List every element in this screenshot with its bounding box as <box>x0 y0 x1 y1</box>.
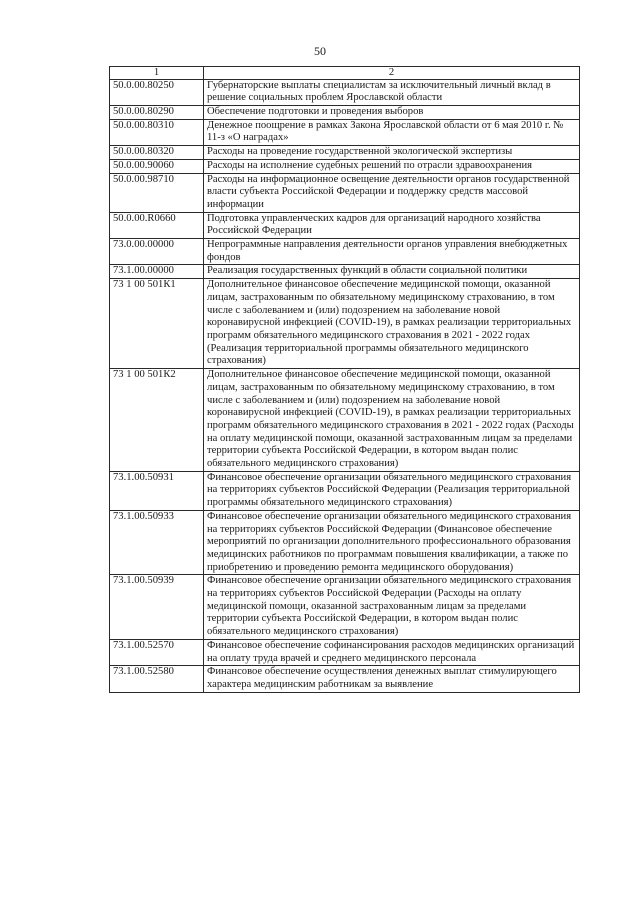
row-name: Подготовка управленческих кадров для организаций народного хозяйства Российской Федерации <box>204 212 580 238</box>
row-code: 73.1.00.52580 <box>110 666 204 692</box>
row-code: 50.0.00.80310 <box>110 119 204 145</box>
row-code: 50.0.00.90060 <box>110 159 204 173</box>
row-name: Дополнительное финансовое обеспечение медицинской помощи, оказанной лицам, застрахованным по обязательному медицинскому страхованию, в том числе с заболеванием и (или) подозрением на заболевание новой коронавирусной инфекцией (COVID-19), в рамках реализации территориальных программ обязательного медицинского страхования в 2021 - 2022 годах (Расходы на оплату медицинской помощи, оказанной застрахованным лицам за пределами территории субъекта Российской Федерации, в котором выдан полис обязательного медицинского страхования) <box>204 369 580 472</box>
column-header-code: 1 <box>110 67 204 80</box>
table-header-row <box>110 67 580 80</box>
row-code: 73.1.00.52570 <box>110 639 204 665</box>
table-row <box>110 173 580 212</box>
row-name: Финансовое обеспечение организации обязательного медицинского страхования на территориях субъектов Российской Федерации (Финансовое обеспечение мероприятий по организации дополнительного профессионального образования медицинских работников по программам повышения квалификации, а также по приобретению и проведению ремонта медицинского оборудования) <box>204 510 580 575</box>
row-name: Дополнительное финансовое обеспечение медицинской помощи, оказанной лицам, застрахованным по обязательному медицинскому страхованию, в том числе с заболеванием и (или) подозрением на заболевание новой коронавирусной инфекцией (COVID-19), в рамках реализации территориальных программ обязательного медицинского страхования в 2021 - 2022 годах (Реализация территориальной программы обязательного медицинского страхования) <box>204 279 580 369</box>
row-code: 50.0.00.80250 <box>110 79 204 105</box>
row-name: Финансовое обеспечение организации обязательного медицинского страхования на территориях субъектов Российской Федерации (Реализация территориальной программы обязательного медицинского страхования) <box>204 471 580 510</box>
table-row <box>110 79 580 105</box>
row-code: 73.1.00.50931 <box>110 471 204 510</box>
row-code: 73.1.00.50939 <box>110 575 204 640</box>
table-row <box>110 510 580 575</box>
table-row <box>110 146 580 160</box>
row-name: Финансовое обеспечение осуществления денежных выплат стимулирующего характера медицинским работникам за выявление <box>204 666 580 692</box>
table-row <box>110 666 580 692</box>
table-row <box>110 575 580 640</box>
row-name: Расходы на проведение государственной экологической экспертизы <box>204 146 580 160</box>
row-code: 73 1 00 501К1 <box>110 279 204 369</box>
row-name: Финансовое обеспечение софинансирования расходов медицинских организаций на оплату труда врачей и среднего медицинского персонала <box>204 639 580 665</box>
table-row <box>110 279 580 369</box>
row-name: Реализация государственных функций в области социальной политики <box>204 265 580 279</box>
table-row <box>110 212 580 238</box>
row-code: 50.0.00.80290 <box>110 106 204 120</box>
row-name: Губернаторские выплаты специалистам за исключительный личный вклад в решение социальных проблем Ярославской области <box>204 79 580 105</box>
row-code: 50.0.00.R0660 <box>110 212 204 238</box>
row-name: Обеспечение подготовки и проведения выборов <box>204 106 580 120</box>
table-row <box>110 239 580 265</box>
row-code: 50.0.00.80320 <box>110 146 204 160</box>
budget-classification-table <box>109 66 580 693</box>
row-name: Расходы на информационное освещение деятельности органов государственной власти субъекта Российской Федерации и поддержку средств массовой информации <box>204 173 580 212</box>
row-code: 73.1.00.50933 <box>110 510 204 575</box>
row-code: 50.0.00.98710 <box>110 173 204 212</box>
table-row <box>110 265 580 279</box>
page-number: 50 <box>314 44 326 58</box>
table-row <box>110 369 580 472</box>
row-code: 73 1 00 501К2 <box>110 369 204 472</box>
row-name: Финансовое обеспечение организации обязательного медицинского страхования на территориях субъектов Российской Федерации (Расходы на оплату медицинской помощи, оказанной застрахованным лицам за пределами территории субъекта Российской Федерации, в котором выдан полис обязательного медицинского страхования) <box>204 575 580 640</box>
row-code: 73.0.00.00000 <box>110 239 204 265</box>
table-row <box>110 119 580 145</box>
column-header-name: 2 <box>204 67 580 80</box>
row-code: 73.1.00.00000 <box>110 265 204 279</box>
table-row <box>110 639 580 665</box>
row-name: Денежное поощрение в рамках Закона Ярославской области от 6 мая 2010 г. № 11-з «О наградах» <box>204 119 580 145</box>
row-name: Непрограммные направления деятельности органов управления внебюджетных фондов <box>204 239 580 265</box>
table-row <box>110 471 580 510</box>
row-name: Расходы на исполнение судебных решений по отрасли здравоохранения <box>204 159 580 173</box>
table-row <box>110 159 580 173</box>
table-row <box>110 106 580 120</box>
